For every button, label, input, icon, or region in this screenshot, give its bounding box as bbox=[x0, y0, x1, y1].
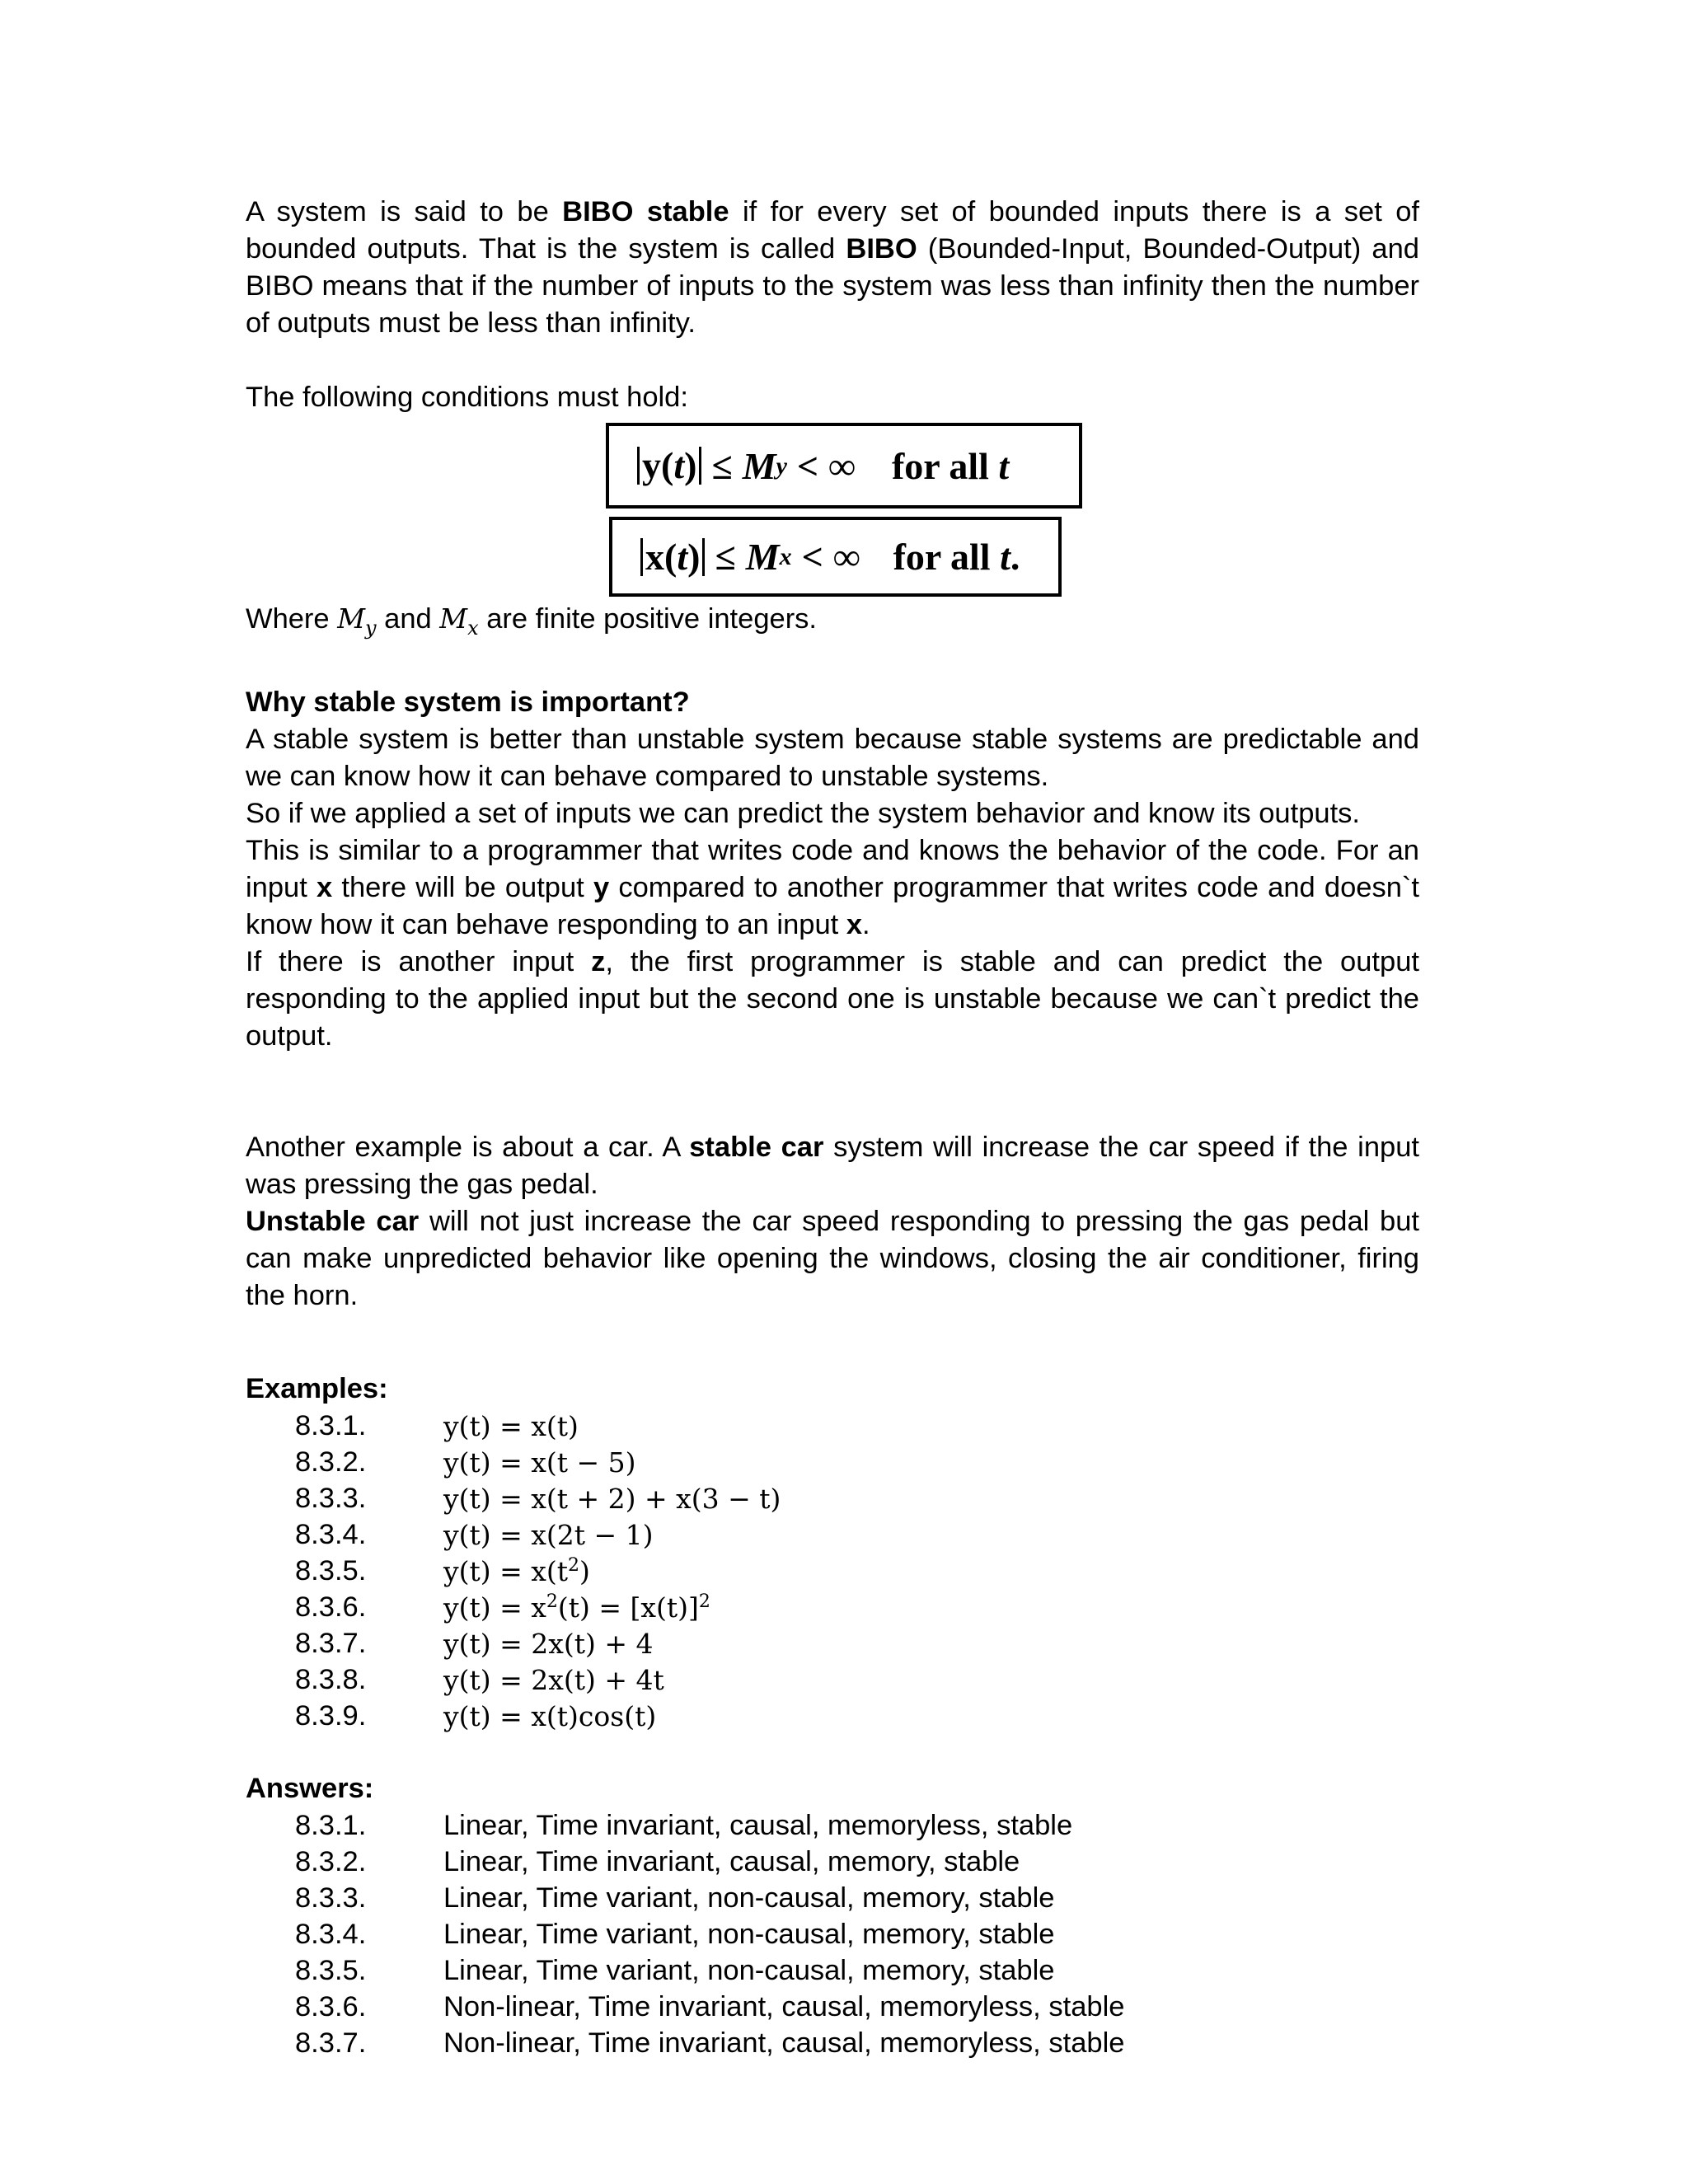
where-sentence bbox=[246, 600, 1419, 647]
answer-row bbox=[246, 1952, 1419, 1989]
answer-text: Linear, Time invariant, causal, memoryless, stable bbox=[443, 1809, 1073, 1841]
bold-term: BIBO stable bbox=[562, 196, 729, 227]
answer-number: 8.3.7. bbox=[295, 2027, 367, 2059]
eq-text: y(t) = x(t)cos(t) bbox=[443, 1699, 657, 1732]
example-row bbox=[246, 1408, 1419, 1444]
bibo-definition-paragraph bbox=[246, 194, 1419, 342]
bold-term: BIBO bbox=[846, 233, 917, 265]
example-number: 8.3.7. bbox=[295, 1627, 367, 1659]
forall-text bbox=[893, 536, 1020, 578]
text-run: system will increase the car speed if the input was pressing the gas pedal. bbox=[246, 1132, 1419, 1200]
example-equation bbox=[443, 1661, 664, 1699]
answer-text: Linear, Time variant, non-causal, memory, stable bbox=[443, 1954, 1055, 1986]
abs-expression bbox=[640, 535, 705, 578]
example-number: 8.3.9. bbox=[295, 1699, 367, 1732]
text-run: A system is said to be bbox=[246, 196, 563, 227]
eq-sup: 2 bbox=[546, 1591, 558, 1612]
bold-term: x bbox=[846, 909, 863, 940]
answer-row bbox=[246, 2025, 1419, 2061]
bound-symbol: M bbox=[742, 444, 776, 487]
subscript: x bbox=[467, 616, 479, 640]
example-number: 8.3.6. bbox=[295, 1591, 367, 1623]
example-equation bbox=[443, 1516, 654, 1554]
spacer bbox=[246, 342, 1419, 379]
spacer bbox=[246, 647, 1419, 684]
eq-text: x( bbox=[645, 535, 678, 578]
example-equation bbox=[443, 1480, 781, 1517]
input-bound-equation bbox=[609, 517, 1062, 597]
example-number: 8.3.8. bbox=[295, 1663, 367, 1695]
text-run: Another example is about a car. A bbox=[246, 1132, 690, 1163]
eq-var: M bbox=[439, 602, 468, 635]
answer-text: Linear, Time variant, non-causal, memory, stable bbox=[443, 1918, 1055, 1950]
eq-sup: 2 bbox=[568, 1554, 580, 1576]
eq-text: y(t) = 2x(t) + 4t bbox=[443, 1663, 664, 1696]
lt-symbol: < bbox=[801, 536, 823, 578]
answer-row bbox=[246, 1916, 1419, 1952]
example-equation bbox=[443, 1625, 654, 1662]
example-equation bbox=[443, 1408, 579, 1445]
spacer bbox=[246, 1734, 1419, 1770]
why-paragraph-1: A stable system is better than unstable system because stable systems are predictable and we can know how it can behave compared to unstable systems. bbox=[246, 724, 1419, 792]
text-run: are finite positive integers. bbox=[478, 603, 818, 635]
eq-text: for all bbox=[893, 536, 1001, 578]
text-run: , the first programmer is stable and can predict the output responding to the applied input but the second one is unstable because we can`t predict the output. bbox=[246, 946, 1419, 1052]
bold-term: x bbox=[316, 872, 333, 903]
infinity-symbol: ∞ bbox=[832, 536, 860, 578]
answers-heading: Answers: bbox=[246, 1773, 374, 1804]
answers-list bbox=[246, 1807, 1419, 2061]
text-run: and bbox=[376, 603, 440, 635]
car-paragraph-1 bbox=[246, 1129, 1419, 1203]
example-row bbox=[246, 1698, 1419, 1734]
eq-var: t bbox=[673, 444, 685, 486]
eq-text: ) bbox=[687, 535, 701, 578]
text-run: compared to another programmer that writes code and doesn`t know how it can behave responding to an input bbox=[246, 872, 1419, 940]
text-run: This is similar to a programmer that writes code and knows the behavior of the code. For an input bbox=[246, 835, 1419, 903]
bound-subscript: y bbox=[776, 452, 787, 480]
output-bound-equation bbox=[606, 423, 1082, 509]
example-equation bbox=[443, 1553, 590, 1590]
example-number: 8.3.2. bbox=[295, 1446, 367, 1478]
answer-row bbox=[246, 1989, 1419, 2025]
text-run: there will be output bbox=[332, 872, 593, 903]
text-run: (Bounded-Input, Bounded-Output) and BIBO means that if the number of inputs to the system was less than infinity then the number of outputs must be less than infinity. bbox=[246, 233, 1419, 339]
eq-var: t bbox=[1000, 536, 1010, 578]
bound-subscript: x bbox=[779, 543, 792, 570]
text-run: . bbox=[862, 909, 870, 940]
bold-term: Unstable car bbox=[246, 1206, 420, 1237]
why-paragraph-4 bbox=[246, 944, 1419, 1055]
why-paragraph-3 bbox=[246, 832, 1419, 944]
infinity-symbol: ∞ bbox=[828, 444, 856, 487]
lt-symbol: < bbox=[796, 444, 819, 487]
eq-text: y( bbox=[642, 444, 674, 486]
eq-text: for all bbox=[891, 444, 999, 487]
answer-number: 8.3.5. bbox=[295, 1954, 367, 1986]
spacer bbox=[246, 1315, 1419, 1371]
example-row bbox=[246, 1516, 1419, 1553]
example-number: 8.3.4. bbox=[295, 1518, 367, 1550]
eq-sup: 2 bbox=[698, 1591, 710, 1612]
subscript: y bbox=[365, 616, 377, 640]
why-paragraph-2: So if we applied a set of inputs we can predict the system behavior and know its outputs. bbox=[246, 798, 1361, 829]
example-row bbox=[246, 1589, 1419, 1625]
eq-text: . bbox=[1010, 536, 1020, 578]
document-page bbox=[246, 194, 1419, 2061]
le-symbol: ≤ bbox=[715, 536, 736, 578]
eq-text: ) bbox=[684, 444, 697, 486]
text-run: If there is another input bbox=[246, 946, 592, 977]
example-equation bbox=[443, 1589, 710, 1626]
answer-number: 8.3.6. bbox=[295, 1990, 367, 2022]
example-equation bbox=[443, 1698, 656, 1735]
example-number: 8.3.1. bbox=[295, 1409, 367, 1441]
examples-heading: Examples: bbox=[246, 1373, 388, 1404]
bold-term: stable car bbox=[689, 1132, 824, 1163]
mx-symbol bbox=[439, 602, 479, 640]
answer-number: 8.3.4. bbox=[295, 1918, 367, 1950]
bold-term: y bbox=[593, 872, 610, 903]
eq-var: M bbox=[337, 602, 365, 635]
answer-row bbox=[246, 1844, 1419, 1880]
eq-var: t bbox=[998, 444, 1010, 487]
example-row bbox=[246, 1661, 1419, 1698]
answer-number: 8.3.2. bbox=[295, 1845, 367, 1877]
spacer bbox=[246, 1055, 1419, 1129]
bold-term: z bbox=[591, 946, 606, 977]
eq-text: y(t) = x(t bbox=[443, 1554, 569, 1587]
text-run: if for every set of bounded inputs there is a set of bounded outputs. That is the system is called bbox=[246, 196, 1420, 265]
le-symbol: ≤ bbox=[711, 444, 733, 487]
eq-text: y(t) = x bbox=[443, 1591, 546, 1624]
eq-text: y(t) = x(2t − 1) bbox=[443, 1518, 654, 1551]
example-number: 8.3.3. bbox=[295, 1482, 367, 1514]
text-run: will not just increase the car speed responding to pressing the gas pedal but can make unpredicted behavior like opening the windows, closing the air conditioner, firing the horn. bbox=[246, 1206, 1419, 1311]
example-row bbox=[246, 1444, 1419, 1480]
answer-row bbox=[246, 1880, 1419, 1916]
eq-text: ) bbox=[579, 1554, 590, 1587]
eq-text: y(t) = 2x(t) + 4 bbox=[443, 1627, 654, 1660]
example-row bbox=[246, 1553, 1419, 1589]
answer-number: 8.3.1. bbox=[295, 1809, 367, 1841]
car-paragraph-2 bbox=[246, 1203, 1419, 1315]
example-equation bbox=[443, 1444, 636, 1481]
conditions-equations bbox=[246, 423, 1419, 600]
eq-text: y(t) = x(t − 5) bbox=[443, 1446, 636, 1479]
example-number: 8.3.5. bbox=[295, 1554, 367, 1586]
my-symbol bbox=[337, 602, 377, 640]
example-row bbox=[246, 1480, 1419, 1516]
answer-text: Non-linear, Time invariant, causal, memoryless, stable bbox=[443, 2027, 1125, 2059]
text-run: Where bbox=[246, 603, 338, 635]
example-row bbox=[246, 1625, 1419, 1661]
answer-row bbox=[246, 1807, 1419, 1844]
why-stable-heading: Why stable system is important? bbox=[246, 687, 690, 718]
examples-list bbox=[246, 1408, 1419, 1734]
answer-text: Non-linear, Time invariant, causal, memoryless, stable bbox=[443, 1990, 1125, 2022]
answer-number: 8.3.3. bbox=[295, 1882, 367, 1914]
eq-text: y(t) = x(t + 2) + x(3 − t) bbox=[443, 1482, 781, 1515]
eq-text: y(t) = x(t) bbox=[443, 1409, 579, 1442]
abs-expression bbox=[637, 444, 701, 486]
eq-text: (t) = [x(t)] bbox=[557, 1591, 699, 1624]
answer-text: Linear, Time invariant, causal, memory, stable bbox=[443, 1845, 1020, 1877]
forall-text bbox=[891, 444, 1010, 487]
eq-var: t bbox=[677, 535, 688, 578]
answer-text: Linear, Time variant, non-causal, memory, stable bbox=[443, 1882, 1055, 1914]
conditions-label: The following conditions must hold: bbox=[246, 382, 688, 413]
bound-symbol: M bbox=[745, 536, 780, 578]
